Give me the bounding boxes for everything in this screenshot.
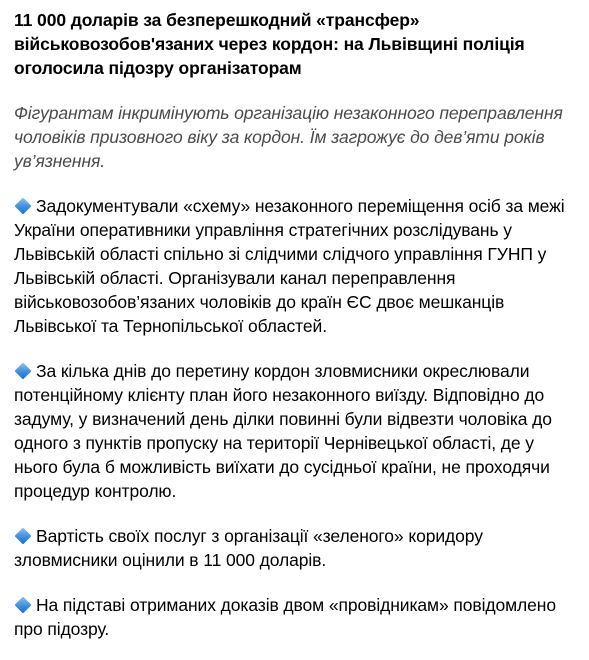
blue-diamond-icon — [15, 198, 32, 215]
post-paragraph-3 — [14, 524, 575, 572]
blue-diamond-icon — [15, 363, 32, 380]
post-paragraph-1 — [14, 194, 575, 338]
blue-diamond-icon — [15, 597, 32, 614]
post-paragraph-4 — [14, 593, 575, 641]
post-paragraph-2 — [14, 359, 575, 503]
paragraph-text: Задокументували «схему» незаконного переміщення осіб за межі України оперативники управління стратегічних розслідувань у Львівській області спільно зі слідчими слідчого управління ГУНП у Львівській області. Організували канал переправлення військовозобов’язаних чоловіків до країн ЄС двоє мешканців Львівської та Тернопільської областей. — [14, 196, 565, 336]
blue-diamond-icon — [15, 528, 32, 545]
paragraph-text: Вартість своїх послуг з організації «зеленого» коридору зловмисники оцінили в 11 000 доларів. — [14, 526, 483, 570]
post-lead: Фігурантам інкримінують організацію незаконного переправлення чоловіків призовного віку за кордон. Їм загрожує до дев’яти років ув’язнення. — [14, 103, 563, 171]
paragraph-text: За кілька днів до перетину кордон зловмисники окреслювали потенційному клієнту план його незаконного виїзду. Відповідно до задуму, у визначений день ділки повинні були відвезти чоловіка до одного з пунктів пропуску на території Чернівецької області, де у нього була б можливість виїхати до сусідньої країни, не проходячи процедур контролю. — [14, 361, 552, 501]
post-title: 11 000 доларів за безперешкодний «трансфер» військовозобов'язаних через кордон: на Львівщині поліція оголосила підозру організаторам — [14, 10, 525, 78]
paragraph-text: На підставі отриманих доказів двом «провідникам» повідомлено про підозру. — [14, 595, 556, 639]
